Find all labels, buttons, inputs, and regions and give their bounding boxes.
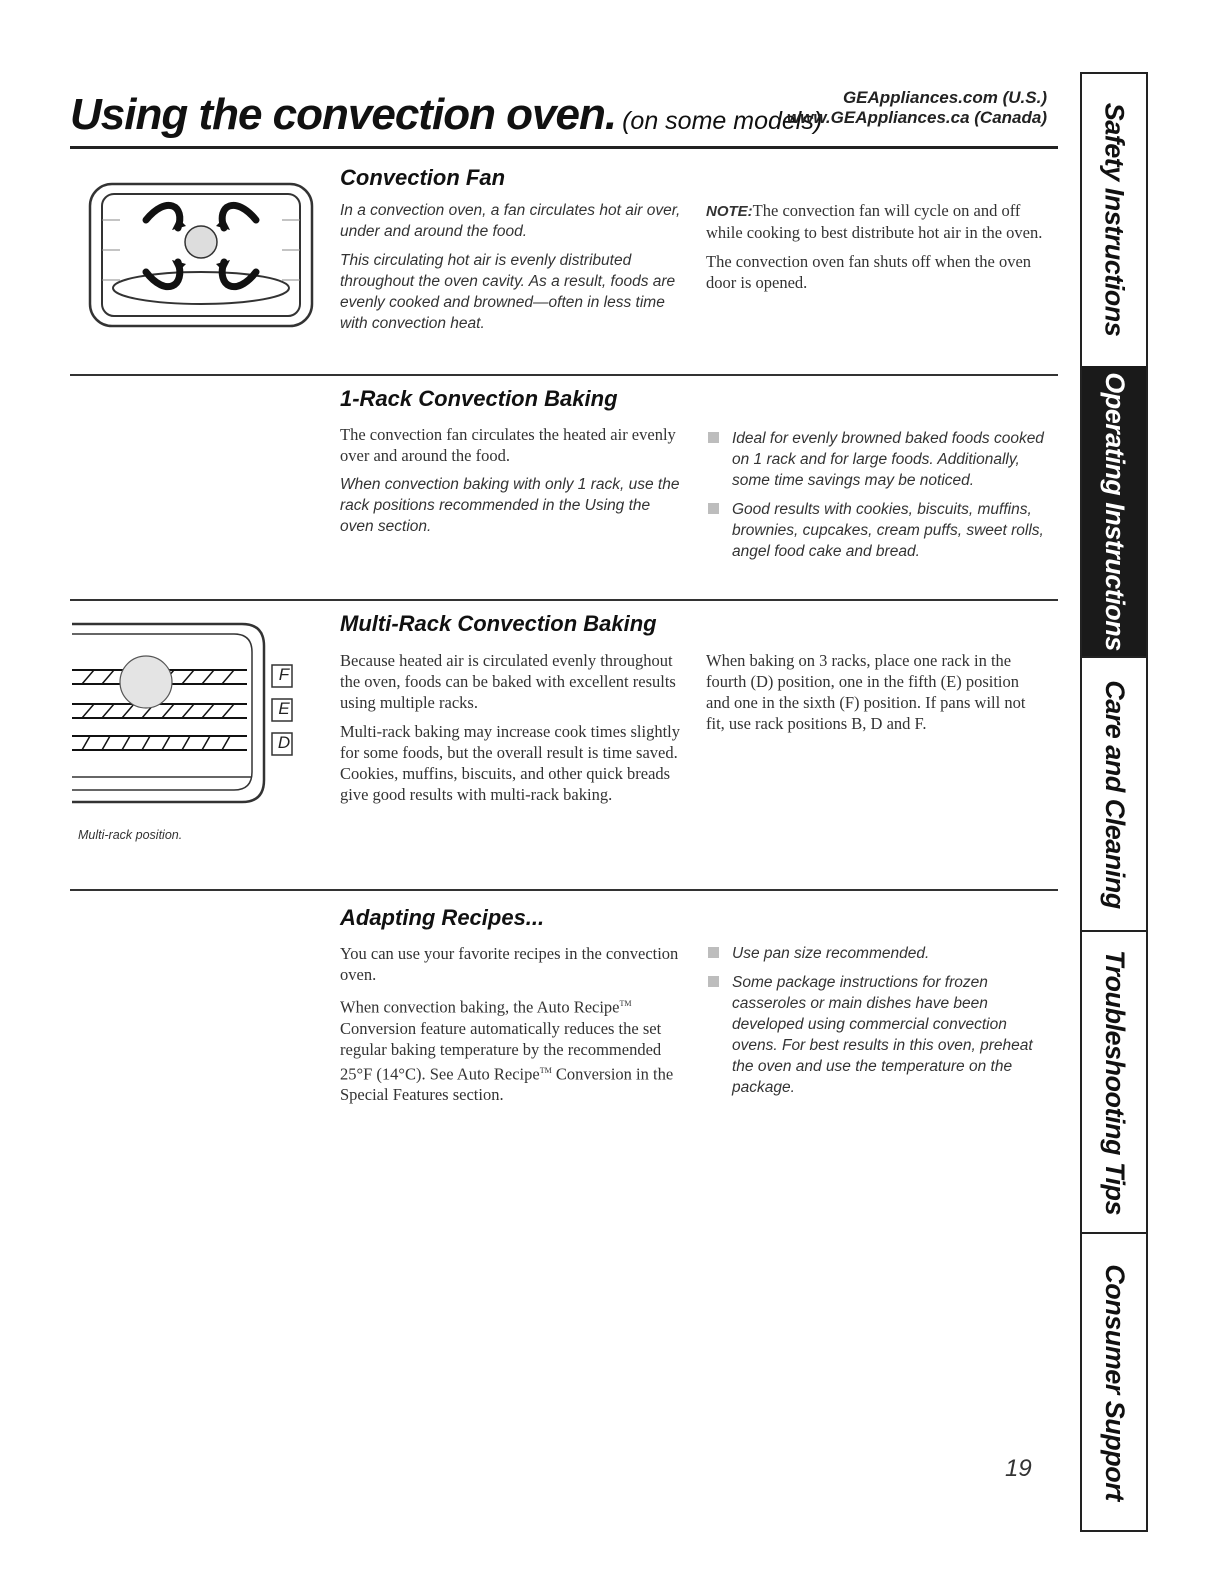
bullet-item xyxy=(706,428,1046,491)
page-title xyxy=(70,90,822,140)
one-rack-para-1: The convection fan circulates the heated air evenly over and around the food. xyxy=(340,425,676,465)
trademark-mark: TM xyxy=(539,1065,552,1075)
tab-care-and-cleaning[interactable] xyxy=(1082,658,1146,930)
tab-label: Troubleshooting Tips xyxy=(1099,949,1130,1215)
fan-note xyxy=(706,200,1046,243)
multi-rack-para-3: When baking on 3 racks, place one rack in the fourth (D) position, one in the fifth (E) position and one in the sixth (F) position. If pans will not fit, use rack positions B, D and F. xyxy=(706,651,1026,733)
adapting-para-2a: When convection baking, the Auto Recipe xyxy=(340,997,620,1017)
bullet-text: Good results with cookies, biscuits, muffins, brownies, cupcakes, cream puffs, sweet rolls, angel food cake and bread. xyxy=(732,501,1044,560)
tab-label: Care and Cleaning xyxy=(1099,679,1130,909)
note-text: The convection fan will cycle on and off while cooking to best distribute hot air in the oven. xyxy=(706,201,1043,242)
bullet-square-icon xyxy=(708,503,719,514)
figure-caption: Multi-rack position. xyxy=(78,828,183,842)
bullet-square-icon xyxy=(708,976,719,987)
header-rule xyxy=(70,146,1058,149)
note-label: NOTE: xyxy=(706,203,753,220)
multi-rack-text-right xyxy=(706,650,1026,742)
one-rack-para-2: When convection baking with only 1 rack, use the rack positions recommended in the Using the oven section. xyxy=(340,476,680,535)
adapting-para-1: You can use your favorite recipes in the convection oven. xyxy=(340,944,679,984)
bullet-item xyxy=(706,499,1046,562)
oven-fan-illustration xyxy=(86,180,316,335)
page-number: 19 xyxy=(1005,1455,1032,1482)
site-us-link[interactable]: GEAppliances.com (U.S.) xyxy=(842,88,1047,107)
fan-para-1: In a convection oven, a fan circulates hot air over, under and around the food. xyxy=(340,202,681,240)
oven-fan-icon xyxy=(86,180,316,330)
one-rack-text xyxy=(340,424,685,545)
tab-label: Operating Instructions xyxy=(1099,371,1130,651)
section-heading-multi-rack: Multi-Rack Convection Baking xyxy=(340,611,657,636)
bullet-square-icon xyxy=(708,432,719,443)
tab-operating-instructions[interactable] xyxy=(1082,366,1146,656)
adapting-text xyxy=(340,943,685,1113)
bullet-text: Some package instructions for frozen casseroles or main dishes have been developed using commercial convection ovens. For best results in this oven, preheat the oven and use the temperature on the package. xyxy=(732,974,1033,1096)
rack-label-e: E xyxy=(278,699,290,718)
divider-3 xyxy=(70,889,1058,891)
title-main: Using the convection oven. xyxy=(70,90,617,139)
adapting-para-2b: Conversion feature automatically reduces the set regular baking temperature by the recommended 25°F (14°C). See Auto Recipe xyxy=(340,1018,662,1083)
one-rack-bullets xyxy=(706,428,1046,570)
section-heading-convection-fan: Convection Fan xyxy=(340,165,506,190)
fan-notes xyxy=(706,200,1046,301)
divider-1 xyxy=(70,374,1058,376)
rack-label-f: F xyxy=(278,665,290,684)
fan-para-2: This circulating hot air is evenly distributed throughout the oven cavity. As a result, foods are evenly cooked and browned—often in less time with convection heat. xyxy=(340,252,676,332)
divider-2 xyxy=(70,599,1058,601)
bullet-item xyxy=(706,943,1051,964)
tab-label: Consumer Support xyxy=(1099,1263,1130,1501)
rack-label-d: D xyxy=(277,733,291,752)
oven-racks-illustration xyxy=(72,612,322,827)
section-heading-1-rack: 1-Rack Convection Baking xyxy=(340,386,618,411)
bullet-text: Use pan size recommended. xyxy=(732,945,930,962)
adapting-para-2c: Conversion in the Special Features section. xyxy=(340,1064,674,1104)
trademark-mark: TM xyxy=(619,999,632,1008)
bullet-item xyxy=(706,972,1051,1098)
multi-rack-para-1: Because heated air is circulated evenly throughout the oven, foods can be baked with excellent results using multiple racks. xyxy=(340,651,676,712)
fan-description xyxy=(340,200,685,342)
adapting-bullets xyxy=(706,943,1051,1106)
site-canada-link[interactable]: www.GEAppliances.ca (Canada) xyxy=(786,108,1047,127)
website-links xyxy=(787,88,1047,128)
bullet-square-icon xyxy=(708,947,719,958)
fan-para-3: The convection oven fan shuts off when the oven door is opened. xyxy=(706,252,1032,292)
section-heading-adapting-recipes: Adapting Recipes... xyxy=(340,905,545,930)
tab-troubleshooting-tips[interactable] xyxy=(1082,932,1146,1232)
section-tabs-sidebar xyxy=(1080,72,1148,1532)
tab-safety-instructions[interactable] xyxy=(1082,74,1146,364)
bullet-text: Ideal for evenly browned baked foods cooked on 1 rack and for large foods. Additionally, some time savings may be noticed. xyxy=(732,430,1044,489)
multi-rack-text xyxy=(340,650,690,813)
title-subtitle: (on some models) xyxy=(622,107,823,135)
tab-consumer-support[interactable] xyxy=(1082,1234,1146,1530)
multi-rack-para-2: Multi-rack baking may increase cook times slightly for some foods, but the overall result is time saved. Cookies, muffins, biscuits, and other quick breads give good results with multi-rack baking. xyxy=(340,722,680,804)
adapting-para-2 xyxy=(340,993,685,1105)
tab-label: Safety Instructions xyxy=(1099,102,1130,336)
